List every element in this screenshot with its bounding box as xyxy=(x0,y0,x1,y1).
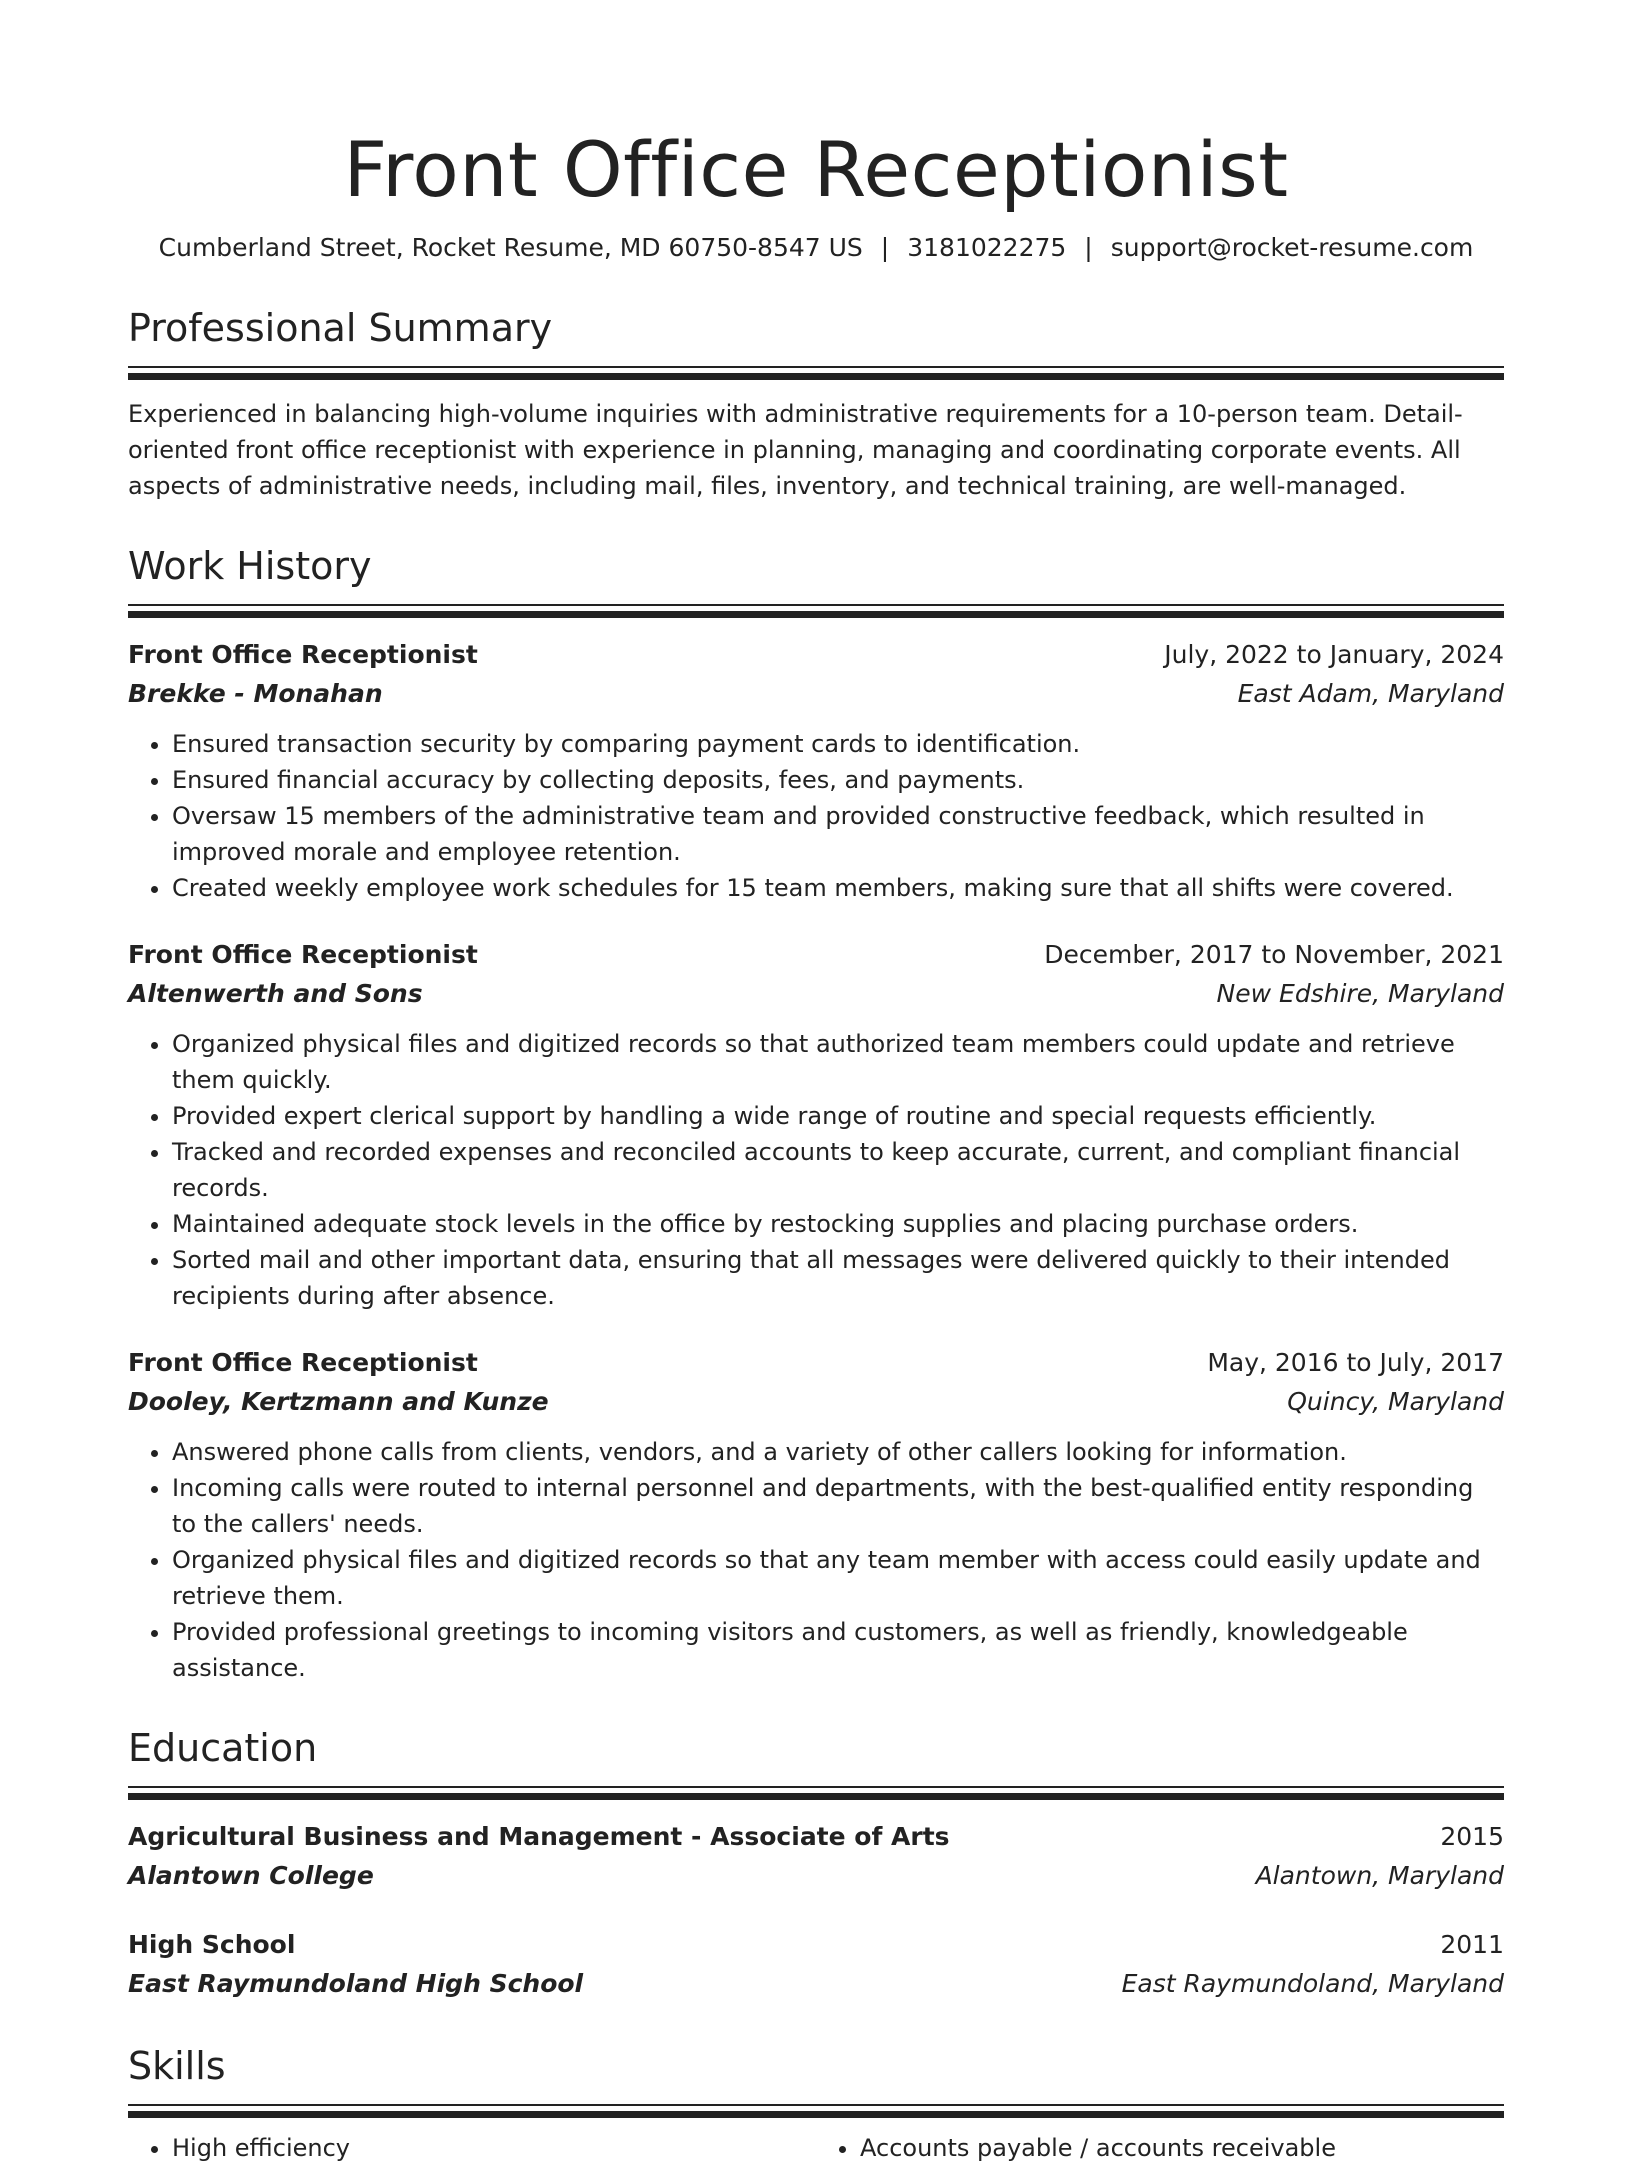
job-bullets xyxy=(128,726,1504,906)
skill-item: • Accounts payable / accounts receivable xyxy=(860,2130,1504,2166)
job-company: Dooley, Kertzmann and Kunze xyxy=(128,1387,549,1416)
list-item: • Provided expert clerical support by handling a wide range of routine and special requests efficiently. xyxy=(172,1098,1504,1134)
section-divider xyxy=(128,2104,1504,2118)
job-location: Quincy, Maryland xyxy=(1287,1387,1504,1416)
contact-separator: | xyxy=(880,233,890,262)
education-location: East Raymundoland, Maryland xyxy=(1121,1969,1504,1998)
section-divider xyxy=(128,604,1504,618)
skills-grid xyxy=(128,2130,1504,2166)
education-school: Alantown College xyxy=(128,1861,374,1890)
education-degree: High School xyxy=(128,1930,296,1959)
education-entry xyxy=(128,1926,1504,2004)
education-entry xyxy=(128,1818,1504,1896)
list-item: • Organized physical files and digitized records so that any team member with access could easily update and retrieve them. xyxy=(172,1542,1504,1614)
resume-name: Front Office Receptionist xyxy=(343,125,1289,214)
contact-separator: | xyxy=(1084,233,1093,262)
list-item: • Ensured transaction security by comparing payment cards to identification. xyxy=(172,726,1504,762)
job-company: Altenwerth and Sons xyxy=(128,979,423,1008)
job-dates: July, 2022 to January, 2024 xyxy=(1164,640,1504,669)
list-item: • Incoming calls were routed to internal personnel and departments, with the best-qualified entity responding to the callers' needs. xyxy=(172,1470,1504,1542)
skills-list-left xyxy=(128,2130,816,2166)
job-entry xyxy=(128,936,1504,1314)
list-item: • Organized physical files and digitized records so that authorized team members could update and retrieve them quickly. xyxy=(172,1026,1504,1098)
education-year: 2011 xyxy=(1440,1930,1504,1959)
list-item: • Oversaw 15 members of the administrative team and provided constructive feedback, which resulted in improved morale and employee retention. xyxy=(172,798,1504,870)
education-year: 2015 xyxy=(1440,1822,1504,1851)
section-title-education: Education xyxy=(128,1726,318,1770)
job-bullets xyxy=(128,1026,1504,1314)
job-company: Brekke - Monahan xyxy=(128,679,383,708)
section-title-skills: Skills xyxy=(128,2044,226,2088)
job-dates: December, 2017 to November, 2021 xyxy=(1044,940,1504,969)
section-title-summary: Professional Summary xyxy=(128,306,553,350)
section-divider xyxy=(128,1786,1504,1800)
list-item: • Created weekly employee work schedules for 15 team members, making sure that all shifts were covered. xyxy=(172,870,1504,906)
skill-item: • High efficiency xyxy=(172,2130,816,2166)
job-title: Front Office Receptionist xyxy=(128,940,478,969)
list-item: • Ensured financial accuracy by collecting deposits, fees, and payments. xyxy=(172,762,1504,798)
contact-line xyxy=(128,230,1504,266)
skills-list-right xyxy=(816,2130,1504,2166)
education-location: Alantown, Maryland xyxy=(1255,1861,1504,1890)
contact-email: support@rocket-resume.com xyxy=(1110,233,1474,262)
job-bullets xyxy=(128,1434,1504,1686)
section-divider xyxy=(128,366,1504,380)
job-location: East Adam, Maryland xyxy=(1237,679,1504,708)
contact-phone: 3181022275 xyxy=(907,233,1067,262)
contact-address: Cumberland Street, Rocket Resume, MD 60750-8547 US xyxy=(158,233,863,262)
list-item: • Sorted mail and other important data, ensuring that all messages were delivered quickly to their intended recipients during after absence. xyxy=(172,1242,1504,1314)
job-entry xyxy=(128,1344,1504,1686)
job-dates: May, 2016 to July, 2017 xyxy=(1207,1348,1504,1377)
list-item: • Maintained adequate stock levels in the office by restocking supplies and placing purchase orders. xyxy=(172,1206,1504,1242)
list-item: • Provided professional greetings to incoming visitors and customers, as well as friendly, knowledgeable assistance. xyxy=(172,1614,1504,1686)
job-location: New Edshire, Maryland xyxy=(1216,979,1504,1008)
job-title: Front Office Receptionist xyxy=(128,640,478,669)
list-item: • Answered phone calls from clients, vendors, and a variety of other callers looking for information. xyxy=(172,1434,1504,1470)
list-item: • Tracked and recorded expenses and reconciled accounts to keep accurate, current, and compliant financial records. xyxy=(172,1134,1504,1206)
education-degree: Agricultural Business and Management - Associate of Arts xyxy=(128,1822,950,1851)
summary-text: Experienced in balancing high-volume inquiries with administrative requirements for a 10-person team. Detail-oriented front office receptionist with experience in planning, managing and coordinating corporate events. All aspects of administrative needs, including mail, files, inventory, and technical training, are well-managed. xyxy=(128,400,1463,500)
education-school: East Raymundoland High School xyxy=(128,1969,584,1998)
job-title: Front Office Receptionist xyxy=(128,1348,478,1377)
job-entry xyxy=(128,636,1504,906)
section-title-work: Work History xyxy=(128,544,372,588)
